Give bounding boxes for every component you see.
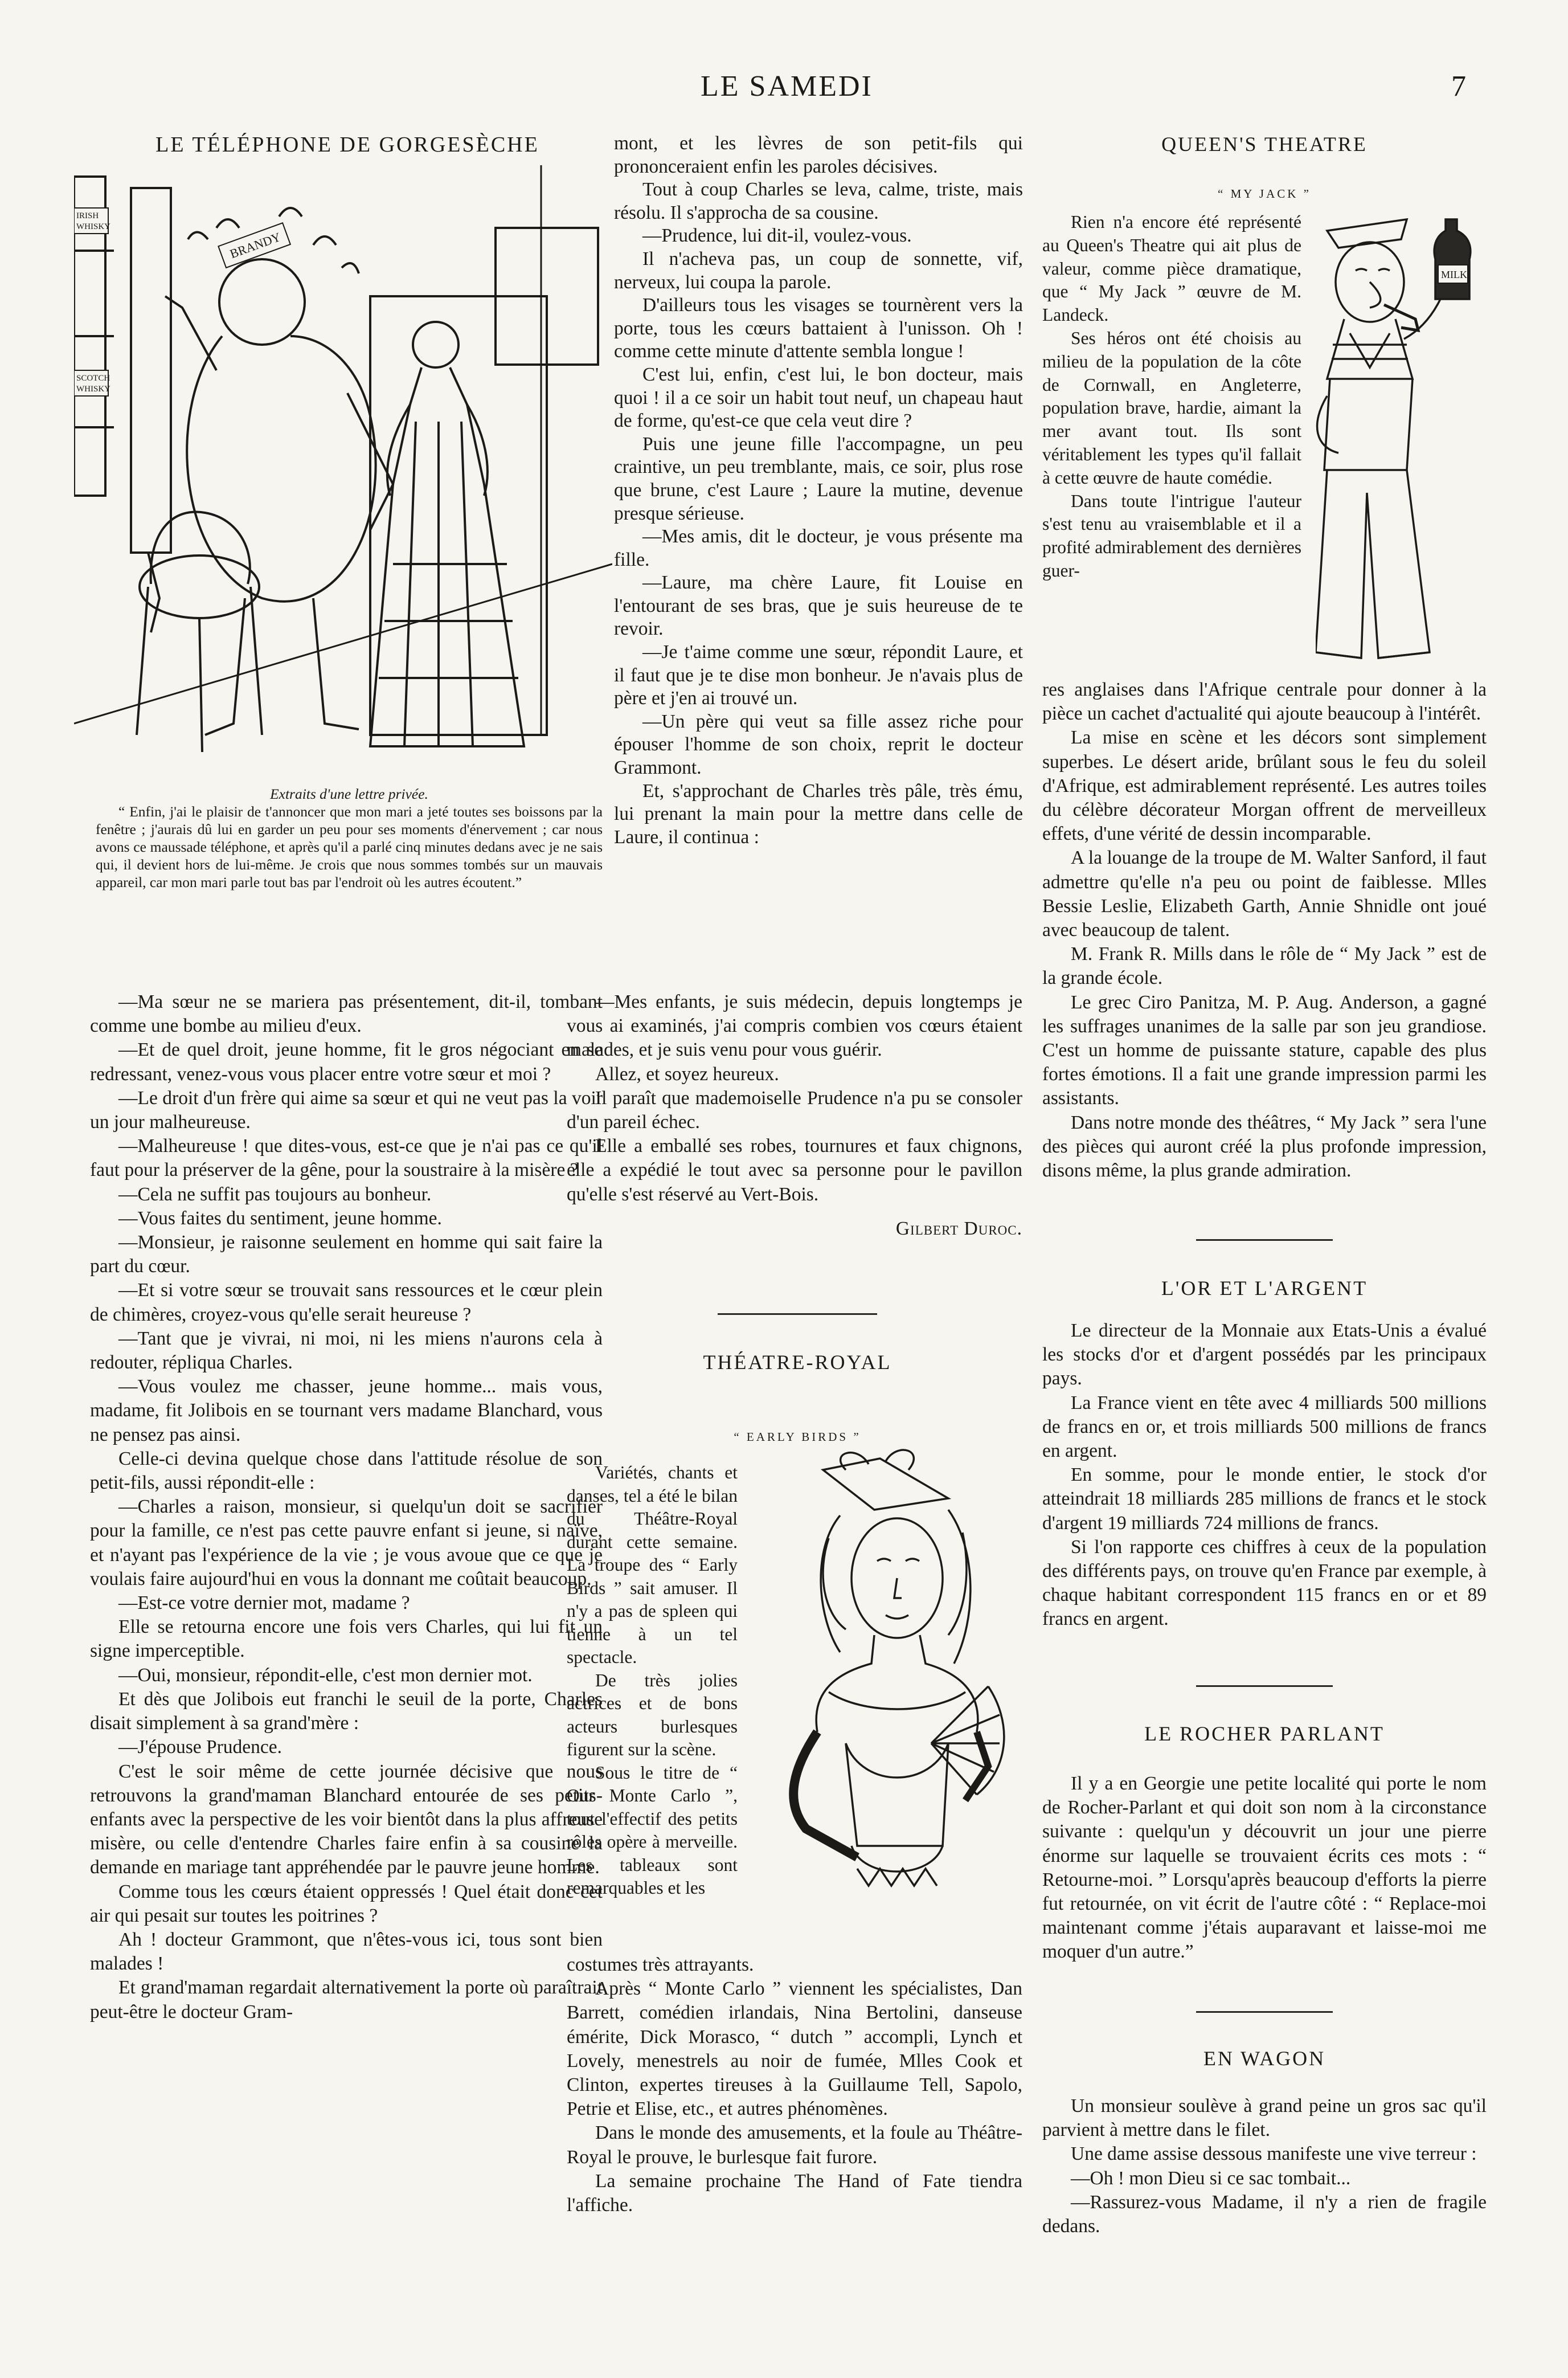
article-paragraph: Il y a en Georgie une petite localité qui porte le nom de Rocher-Parlant et qui doit son nom à la circonstance suivante : quelqu'un y découvrit un jour une pierre énorme sur laquelle se trouvaient écrits ces mots : “ Retourne-moi. ” Lorsqu'après beaucoup d'efforts la pierre fut retournée, on vit écrit de l'autre côté : “ Replace-moi maintenant comme j'étais auparavant et laisse-moi me moquer d'un autre.”: [1042, 1773, 1487, 1963]
section-divider: [718, 1313, 877, 1315]
article-paragraph: La semaine prochaine The Hand of Fate tiendra l'affiche.: [567, 2170, 1022, 2216]
story-column-2: [614, 132, 1023, 849]
story-paragraph: Tout à coup Charles se leva, calme, triste, mais résolu. Il s'approcha de sa cousine.: [614, 179, 1023, 223]
telephone-caption: [96, 785, 603, 891]
story-paragraph: —Le droit d'un frère qui aime sa sœur et qui ne veut pas la voir un jour malheureuse.: [90, 1087, 603, 1133]
article-paragraph: Une dame assise dessous manifeste une vive terreur :: [1071, 2143, 1477, 2165]
theatre-royal-subtitle: “ EARLY BIRDS ”: [734, 1430, 861, 1444]
theatre-royal-narrow-text: [567, 1461, 738, 1900]
article-paragraph: M. Frank R. Mills dans le rôle de “ My Jack ” est de la grande école.: [1042, 943, 1487, 989]
article-paragraph: res anglaises dans l'Afrique centrale pour donner à la pièce un cachet d'actualité qui ajoute beaucoup à l'intérêt.: [1042, 679, 1487, 725]
article-paragraph: La France vient en tête avec 4 milliards 500 millions de francs en or, et trois milliards 500 millions de francs en argent.: [1042, 1392, 1487, 1462]
story-paragraph: Et grand'maman regardait alternativement la porte où paraîtrait peut-être le docteur Gram-: [90, 1977, 603, 2022]
article-paragraph: Rien n'a encore été représenté au Queen's Theatre qui ait plus de valeur, comme pièce dramatique, que “ My Jack ” œuvre de M. Landeck.: [1042, 212, 1301, 325]
article-paragraph: costumes très attrayants.: [567, 1954, 754, 1975]
or-argent-text: [1042, 1319, 1487, 1632]
rocher-text: [1042, 1772, 1487, 1964]
telephone-cartoon: [74, 165, 612, 778]
section-divider: [1196, 2011, 1333, 2013]
article-paragraph: Après “ Monte Carlo ” viennent les spécialistes, Dan Barrett, comédien irlandais, Nina Bertolini, danseuse émérite, Dick Morasco, “ dutch ” accompli, Lynch et Lovely, menestrels au noir de fumée, Mlles Cook et Clinton, expertes tireuses à la Guillaume Tell, Sapolo, Petrie et Elise, etc., et autres phénomènes.: [567, 1978, 1022, 2120]
story-paragraph: —Oui, monsieur, répondit-elle, c'est mon dernier mot.: [118, 1664, 533, 1686]
story-paragraph: —Cela ne suffit pas toujours au bonheur.: [118, 1183, 432, 1205]
story-paragraph: —Je t'aime comme une sœur, répondit Laure, et il faut que je te dise mon bonheur. Je n'avais plus de père et j'en ai trouvé un.: [614, 642, 1023, 709]
story-paragraph: —Mes amis, dit le docteur, je vous présente ma fille.: [614, 526, 1023, 570]
story-paragraph: —Un père qui veut sa fille assez riche pour épouser l'homme de son choix, reprit le docteur Grammont.: [614, 710, 1023, 779]
story-column-2-lower: [567, 990, 1022, 1241]
rocher-title: LE ROCHER PARLANT: [1144, 1722, 1385, 1745]
article-paragraph: Sous le titre de “ Our Monte Carlo ”, tout l'effectif des petits rôles opère à merveille. Les tableaux sont remarquables et les: [567, 1762, 738, 1898]
story-paragraph: Et, s'approchant de Charles très pâle, très ému, lui prenant la main pour la mettre dans celle de Laure, il continua :: [614, 780, 1023, 848]
article-paragraph: De très jolies actrices et de bons acteurs burlesques figurent sur la scène.: [567, 1670, 738, 1759]
wagon-text: [1042, 2094, 1487, 2238]
article-paragraph: Si l'on rapporte ces chiffres à ceux de la population des différents pays, on trouve qu'en France par exemple, à chaque habitant correspondent 115 francs en or et 89 francs en argent.: [1042, 1536, 1487, 1630]
story-paragraph: C'est le soir même de cette journée décisive que nous retrouvons la grand'maman Blanchard entourée de ses petits-enfants avec la perspective de les voir bientôt dans la plus affreuse misère, ou celle d'entendre Charles faire enfin à sa cousine la demande en mariage tant appréhendée par le pauvre jeune homme.: [90, 1760, 603, 1878]
bottle-label-scotch-whisky: WHISKY: [76, 385, 110, 394]
story-paragraph: Elle a emballé ses robes, tournures et faux chignons, elle a expédié le tout avec sa personne pour le pavillon qu'elle s'est réservé au Vert-Bois.: [567, 1135, 1022, 1205]
story-paragraph: —Monsieur, je raisonne seulement en homme qui sait faire la part du cœur.: [90, 1232, 603, 1277]
article-paragraph: Variétés, chants et danses, tel a été le bilan du Théâtre-Royal durant cette semaine. La troupe des “ Early Birds ” sait amuser. Il n'y a pas de spleen qui tienne à un tel spectacle.: [567, 1462, 738, 1667]
article-paragraph: Dans toute l'intrigue l'auteur s'est tenu au vraisemblable et il a profité admirablement des dernières guer-: [1042, 491, 1301, 581]
article-paragraph: La mise en scène et les décors sont simplement superbes. Le désert aride, brûlant sous le feu du soleil d'Afrique, est admirablement représenté. Les autres toiles du célèbre décorateur Morgan offrent de merveilleux effets, d'une vérité de dessin incomparable.: [1042, 727, 1487, 845]
story-paragraph: Celle-ci devina quelque chose dans l'attitude résolue de son petit-fils, aussi répondit-elle :: [90, 1448, 603, 1494]
theatre-royal-wide-text: [567, 1953, 1022, 2217]
story-paragraph: —Mes enfants, je suis médecin, depuis longtemps je vous ai examinés, j'ai compris combien vos cœurs étaient malades, et je suis venu pour vous guérir.: [567, 991, 1022, 1061]
bottle-label-irish-whisky: WHISKY: [76, 222, 110, 231]
theatre-royal-title: THÉATRE-ROYAL: [703, 1351, 892, 1374]
or-argent-title: L'OR ET L'ARGENT: [1161, 1277, 1368, 1300]
article-paragraph: A la louange de la troupe de M. Walter Sanford, il faut admettre qu'elle n'a peu ou point de faiblesse. Mlles Bessie Leslie, Elizabeth Garth, Annie Shnidle ont joué avec beaucoup de talent.: [1042, 847, 1487, 941]
story-paragraph: —Est-ce votre dernier mot, madame ?: [118, 1592, 410, 1614]
story-paragraph: Comme tous les cœurs étaient oppressés ! Quel était donc cet air qui pesait sur toutes les poitrines ?: [90, 1881, 603, 1926]
story-paragraph: Allez, et soyez heureux.: [595, 1063, 779, 1085]
story-column-1: [90, 990, 603, 2024]
article-paragraph: Un monsieur soulève à grand peine un gros sac qu'il parvient à mettre dans le filet.: [1042, 2095, 1487, 2141]
story-paragraph: —Charles a raison, monsieur, si quelqu'un doit se sacrifier pour la famille, ce n'est pas cette pauvre enfant si jeune, si naïve, et n'ayant pas l'expérience de la vie ; je vous avoue que ce que je voulais faire aujourd'hui en vous la donnant me coûtait beaucoup.: [90, 1496, 603, 1590]
story-paragraph: —Malheureuse ! que dites-vous, est-ce que je n'ai pas ce qu'il faut pour la préserver de la gêne, pour la soustraire à la misère ?: [90, 1135, 603, 1181]
caption-text: “ Enfin, j'ai le plaisir de t'annoncer que mon mari a jeté toutes ses boissons par la fenêtre ; j'aurais dû lui en garder un peu pour ses moments d'énervement ; car nous avons ce maussade téléphone, et après qu'il a parlé cinq minutes dedans avec je ne sais qui, il devient hors de lui-même. Je crois que nous sommes tombés sur un mauvais appareil, car mon mari parle tout bas par l'endroit où les autres écoutent.”: [96, 803, 603, 890]
article-paragraph: —Oh ! mon Dieu si ce sac tombait...: [1071, 2167, 1351, 2189]
queens-theatre-subtitle: “ MY JACK ”: [1218, 187, 1311, 201]
story-paragraph: D'ailleurs tous les visages se tournèrent vers la porte, tous les cœurs battaient à l'unisson. Oh ! comme cette minute d'attente sembla longue !: [614, 295, 1023, 362]
sailor-illustration: [1316, 197, 1487, 675]
bottle-label-scotch: SCOTCH: [76, 374, 110, 383]
article-paragraph: Le directeur de la Monnaie aux Etats-Unis a évalué les stocks d'or et d'argent possédés par les principaux pays.: [1042, 1320, 1487, 1390]
article-paragraph: En somme, pour le monde entier, le stock d'or atteindrait 18 milliards 285 millions de francs et le stock d'argent 19 milliards 724 millions de francs.: [1042, 1464, 1487, 1534]
wagon-title: EN WAGON: [1203, 2047, 1326, 2070]
caption-title: Extraits d'une lettre privée.: [270, 786, 428, 802]
story-signature: Gilbert Duroc.: [895, 1217, 1022, 1239]
story-paragraph: —Et si votre sœur se trouvait sans ressources et le cœur plein de chimères, croyez-vous qu'elle serait heureuse ?: [90, 1280, 603, 1325]
story-paragraph: C'est lui, enfin, c'est lui, le bon docteur, mais quoi ! il a ce soir un habit tout neuf, un chapeau haut de forme, qu'est-ce que cela veut dire ?: [614, 363, 1023, 432]
story-paragraph: mont, et les lèvres de son petit-fils qui prononceraient enfin les paroles décisives.: [614, 133, 1023, 177]
bottle-label-milk: MILK: [1441, 269, 1467, 280]
telephone-title: LE TÉLÉPHONE DE GORGESÈCHE: [155, 133, 539, 157]
story-paragraph: —Vous voulez me chasser, jeune homme... mais vous, madame, fit Jolibois en se tournant vers madame Blanchard, vous ne pensez pas ainsi.: [90, 1376, 603, 1445]
story-paragraph: —Et de quel droit, jeune homme, fit le gros négociant en se redressant, venez-vous vous placer entre votre sœur et moi ?: [90, 1039, 603, 1085]
story-paragraph: —Vous faites du sentiment, jeune homme.: [118, 1207, 442, 1229]
story-paragraph: Il n'acheva pas, un coup de sonnette, vif, nerveux, lui coupa la parole.: [614, 248, 1023, 293]
story-paragraph: —J'épouse Prudence.: [118, 1736, 282, 1758]
story-paragraph: Et dès que Jolibois eut franchi le seuil de la porte, Charles disait simplement à sa grand'mère :: [90, 1688, 603, 1734]
story-paragraph: —Ma sœur ne se mariera pas présentement, dit-il, tombant comme une bombe au milieu d'eux.: [90, 991, 603, 1037]
story-paragraph: —Laure, ma chère Laure, fit Louise en l'entourant de ses bras, que je suis heureuse de te revoir.: [614, 572, 1023, 640]
story-paragraph: —Prudence, lui dit-il, voulez-vous.: [642, 225, 912, 247]
section-divider: [1196, 1239, 1333, 1241]
queens-narrow-text: [1042, 211, 1301, 583]
article-paragraph: Dans le monde des amusements, et la foule au Théâtre-Royal le prouve, le burlesque fait furore.: [567, 2122, 1022, 2168]
page-number: 7: [1451, 70, 1466, 103]
bottle-label-irish: IRISH: [76, 211, 99, 220]
article-paragraph: —Rassurez-vous Madame, il n'y a rien de fragile dedans.: [1042, 2191, 1487, 2237]
early-birds-illustration: [760, 1447, 1011, 1903]
queens-theatre-title: QUEEN'S THEATRE: [1161, 133, 1368, 156]
article-paragraph: Ses héros ont été choisis au milieu de la population de la côte de Cornwall, en Angleterre, population brave, hardie, aimant la mer avant tout. Ils sont véritablement les types qu'il fallait à cette œuvre de haute comédie.: [1042, 328, 1301, 488]
article-paragraph: Le grec Ciro Panitza, M. P. Aug. Anderson, a gagné les suffrages unanimes de la salle par son jeu grandiose. C'est un homme de puissante stature, capable des plus fortes émotions. Il a fait une grande impression parmi les assistants.: [1042, 991, 1487, 1109]
section-divider: [1196, 1685, 1333, 1687]
queens-wide-text: [1042, 678, 1487, 1183]
story-paragraph: —Tant que je vivrai, ni moi, ni les miens n'aurons cela à redouter, répliqua Charles.: [90, 1327, 603, 1374]
bottle-label-brandy: BRANDY: [228, 229, 283, 262]
story-paragraph: Elle se retourna encore une fois vers Charles, qui lui fit un signe imperceptible.: [90, 1616, 603, 1662]
article-paragraph: Dans notre monde des théâtres, “ My Jack ” sera l'une des pièces qui auront créé la plus profonde impression, disons même, la plus grande admiration.: [1042, 1112, 1487, 1182]
story-paragraph: Puis une jeune fille l'accompagne, un peu craintive, un peu tremblante, mais, ce soir, plus rose que brune, c'est Laure ; Laure la mutine, devenue presque sérieuse.: [614, 433, 1023, 524]
story-paragraph: Ah ! docteur Grammont, que n'êtes-vous ici, tous sont bien malades !: [90, 1928, 603, 1975]
masthead: LE SAMEDI: [701, 70, 873, 103]
story-paragraph: Il paraît que mademoiselle Prudence n'a pu se consoler d'un pareil échec.: [567, 1087, 1022, 1133]
